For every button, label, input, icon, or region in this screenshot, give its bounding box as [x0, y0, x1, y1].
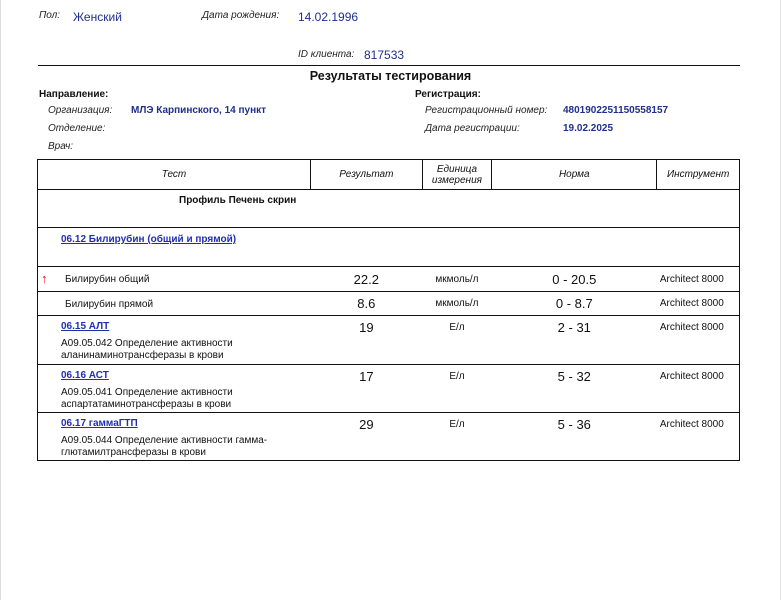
- results-table: [37, 159, 740, 461]
- department-label: Отделение:: [48, 123, 106, 134]
- test-unit: Е/л: [422, 413, 491, 461]
- test-instrument: Architect 8000: [657, 365, 740, 413]
- dob-value: 14.02.1996: [298, 10, 359, 24]
- column-header-result: Результат: [310, 160, 422, 190]
- test-instrument: Architect 8000: [657, 316, 740, 365]
- test-result: 17: [310, 365, 422, 413]
- test-name: Билирубин общий: [65, 274, 150, 285]
- column-header-instrument: Инструмент: [657, 160, 740, 190]
- test-name: Билирубин прямой: [65, 298, 154, 310]
- page-title: Результаты тестирования: [309, 69, 472, 83]
- registration-number-label: Регистрационный номер:: [425, 105, 548, 116]
- test-result: 8.6: [310, 292, 422, 316]
- client-id-label: ID клиента:: [298, 49, 355, 60]
- registration-date-value: 19.02.2025: [563, 123, 614, 134]
- gender-label: Пол:: [39, 10, 61, 21]
- registration-number-value: 4801902251150558157: [563, 105, 669, 116]
- column-header-norm: Норма: [492, 160, 657, 190]
- test-norm: 5 - 32: [492, 365, 657, 413]
- organization-value: МЛЭ Карпинского, 14 пункт: [131, 105, 267, 116]
- test-norm: 5 - 36: [492, 413, 657, 461]
- test-result: 29: [310, 413, 422, 461]
- test-unit: Е/л: [422, 316, 491, 365]
- registration-heading: Регистрация:: [415, 89, 481, 100]
- test-code-link[interactable]: 06.17 гаммаГТП: [61, 418, 138, 429]
- test-result: 19: [310, 316, 422, 365]
- column-header-unit-text: Единица измерения: [431, 163, 482, 186]
- test-norm: 0 - 8.7: [492, 292, 657, 316]
- bilirubin-group-link[interactable]: 06.12 Билирубин (общий и прямой): [61, 234, 237, 245]
- test-instrument: Architect 8000: [657, 267, 740, 292]
- profile-title: Профиль Печень скрин: [179, 195, 297, 206]
- registration-date-label: Дата регистрации:: [425, 123, 520, 134]
- test-norm: 2 - 31: [492, 316, 657, 365]
- high-flag-icon: ↑: [41, 271, 48, 286]
- doctor-label: Врач:: [48, 141, 74, 152]
- column-header-unit: [422, 160, 491, 190]
- test-unit: Е/л: [422, 365, 491, 413]
- column-header-test: Тест: [38, 160, 311, 190]
- test-instrument: Architect 8000: [657, 413, 740, 461]
- gender-value: Женский: [73, 10, 122, 24]
- table-row: [38, 316, 740, 365]
- test-code-link[interactable]: 06.16 АСТ: [61, 370, 109, 381]
- profile-row: [38, 190, 740, 228]
- dob-label: Дата рождения:: [202, 10, 280, 21]
- test-code-link[interactable]: 06.15 АЛТ: [61, 321, 110, 332]
- test-description: A09.05.042 Определение активности аланинаминотрансферазы в крови: [61, 338, 233, 361]
- test-description: A09.05.044 Определение активности гамма-глютамилтрансферазы в крови: [61, 435, 268, 458]
- direction-heading: Направление:: [39, 89, 109, 100]
- test-instrument: Architect 8000: [657, 292, 740, 316]
- bilirubin-group-row: [38, 228, 740, 267]
- table-header-row: [38, 160, 740, 190]
- table-row: [38, 365, 740, 413]
- table-row: [38, 267, 740, 292]
- test-unit: мкмоль/л: [422, 292, 491, 316]
- test-unit: мкмоль/л: [422, 267, 491, 292]
- table-row: [38, 292, 740, 316]
- client-id-value: 817533: [364, 48, 405, 62]
- organization-label: Организация:: [48, 105, 113, 116]
- title-rule: [38, 65, 740, 66]
- test-norm: 0 - 20.5: [492, 267, 657, 292]
- test-description: A09.05.041 Определение активности аспартатаминотрансферазы в крови: [61, 387, 233, 410]
- page-left-edge: [0, 0, 1, 600]
- test-result: 22.2: [310, 267, 422, 292]
- table-row: [38, 413, 740, 461]
